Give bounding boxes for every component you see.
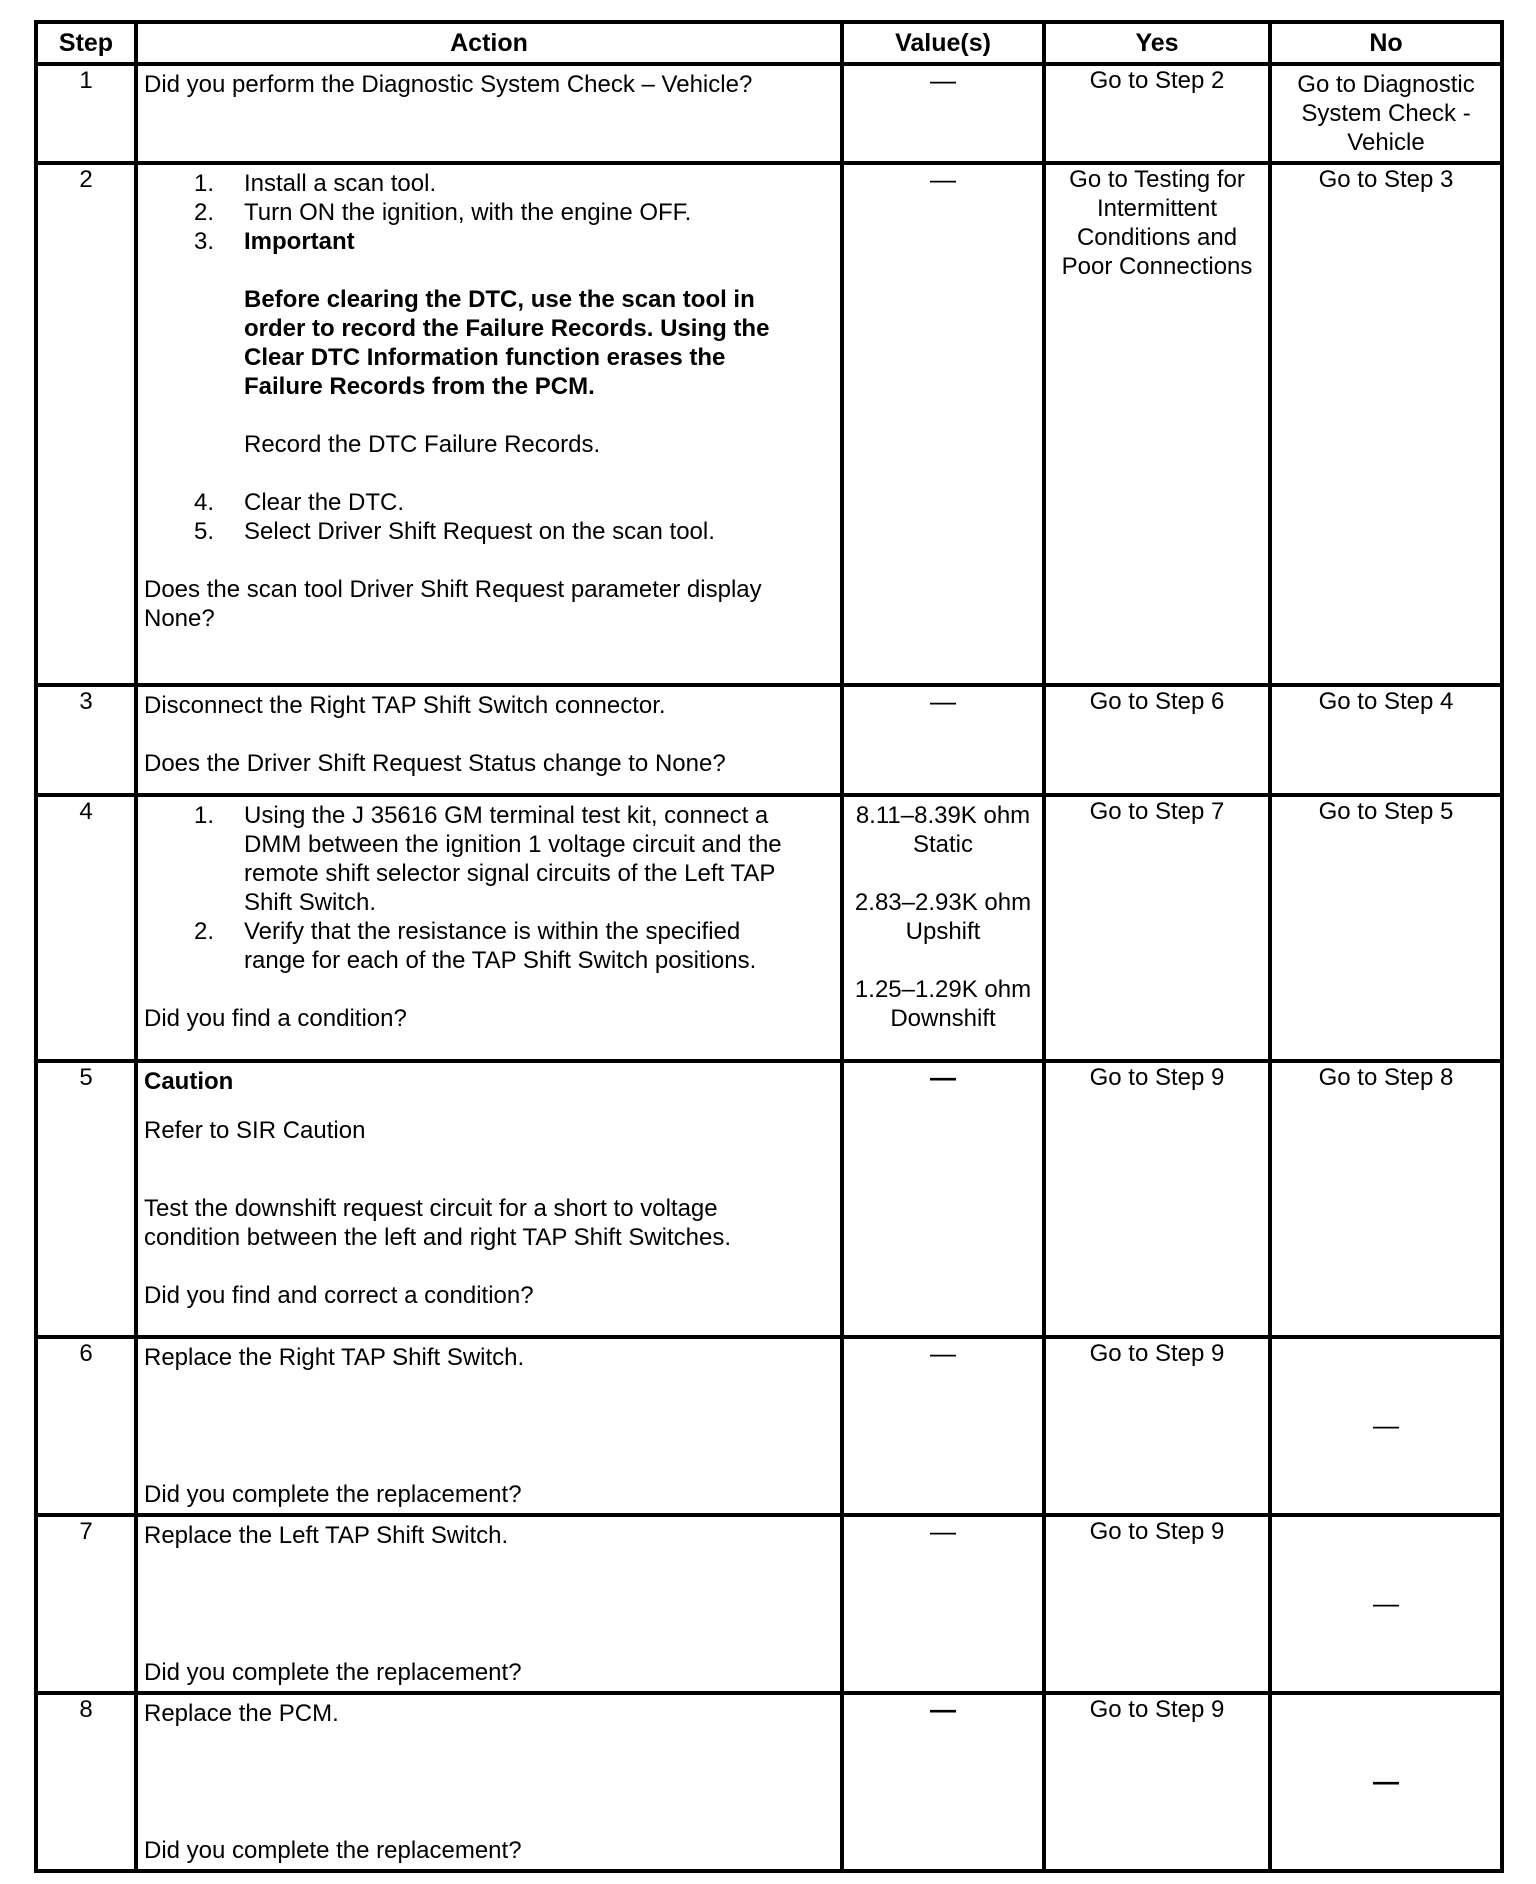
value-text: —	[930, 1694, 956, 1724]
no-text: Go to Step 3	[1318, 166, 1454, 193]
caution-title: Caution	[144, 1068, 234, 1095]
action-text: Replace the Left TAP Shift Switch.	[144, 1522, 509, 1549]
value-range: 8.11–8.39K ohm	[855, 802, 1031, 829]
no-text: —	[1373, 1410, 1399, 1440]
table-row-step-6	[36, 1337, 1502, 1515]
no-cell	[1270, 163, 1502, 685]
value-cell	[842, 163, 1044, 685]
header-action: Action	[136, 22, 842, 64]
table-row-step-3	[36, 685, 1502, 795]
yes-cell	[1044, 1515, 1270, 1693]
no-text-line: Go to Diagnostic	[1297, 71, 1475, 98]
value-cell	[842, 1337, 1044, 1515]
yes-cell	[1044, 64, 1270, 163]
table-row-step-5	[36, 1061, 1502, 1337]
yes-cell	[1044, 1337, 1270, 1515]
action-cell	[136, 1693, 842, 1871]
value-cell	[842, 795, 1044, 1061]
table-row-step-1	[36, 64, 1502, 163]
action-cell	[136, 1337, 842, 1515]
action-text: Test the downshift request circuit for a short to voltage	[144, 1195, 718, 1222]
no-text: Go to Step 4	[1318, 688, 1454, 715]
yes-text: Go to Step 7	[1089, 798, 1225, 825]
yes-text-line: Intermittent	[1096, 195, 1218, 222]
action-text: Disconnect the Right TAP Shift Switch connector.	[144, 692, 666, 719]
important-note: Before clearing the DTC, use the scan tool in order to record the Failure Records. Using the Clear DTC Information function erases the Failure Records from the PCM. Record the DTC Failure Records.	[144, 285, 834, 459]
question-text: Did you complete the replacement?	[144, 1659, 522, 1686]
value-label: Static	[912, 831, 974, 858]
list-item: 1. Using the J 35616 GM terminal test kit, connect a DMM between the ignition 1 voltage circuit and the remote shift selector signal circuits of the Left TAP Shift Switch.	[193, 802, 782, 916]
table-row-step-2	[36, 163, 1502, 685]
yes-text-line: Go to Testing for	[1069, 166, 1245, 193]
value-cell	[842, 1061, 1044, 1337]
no-cell	[1270, 1693, 1502, 1871]
yes-text: Go to Step 9	[1089, 1696, 1225, 1723]
list-item: 2. Turn ON the ignition, with the engine OFF.	[193, 199, 692, 226]
yes-text-line: Poor Connections	[1061, 253, 1253, 280]
question-text: None?	[144, 605, 215, 632]
step-number: 8	[36, 1693, 136, 1871]
value-range: 1.25–1.29K ohm	[854, 976, 1032, 1003]
no-cell	[1270, 1337, 1502, 1515]
record-text: Record the DTC Failure Records.	[244, 431, 601, 458]
no-text: Go to Step 5	[1318, 798, 1454, 825]
question-text: Did you find a condition?	[144, 1005, 407, 1032]
table-row-step-8	[36, 1693, 1502, 1871]
action-cell	[136, 1515, 842, 1693]
step-number: 7	[36, 1515, 136, 1693]
value-cell	[842, 1515, 1044, 1693]
header-values: Value(s)	[842, 22, 1044, 64]
question-text: Did you complete the replacement?	[144, 1481, 522, 1508]
no-cell	[1270, 685, 1502, 795]
action-cell	[136, 64, 842, 163]
no-text-line: System Check -	[1301, 100, 1471, 127]
step-number: 2	[36, 163, 136, 685]
action-text: condition between the left and right TAP Shift Switches.	[144, 1224, 732, 1251]
list-item: 1. Install a scan tool.	[193, 170, 437, 197]
important-label: Important	[244, 228, 355, 255]
table-row-step-4	[36, 795, 1502, 1061]
yes-text-line: Conditions and	[1076, 224, 1238, 251]
list-item: 2. Verify that the resistance is within the specified range for each of the TAP Shift Switch positions.	[193, 918, 757, 974]
value-range: 2.83–2.93K ohm	[854, 889, 1032, 916]
action-text: Replace the PCM.	[144, 1700, 339, 1727]
action-list	[144, 488, 834, 546]
step-number: 6	[36, 1337, 136, 1515]
yes-cell	[1044, 795, 1270, 1061]
step-number: 4	[36, 795, 136, 1061]
no-cell	[1270, 795, 1502, 1061]
step-number: 1	[36, 64, 136, 163]
value-text: —	[930, 164, 956, 194]
action-list	[144, 169, 834, 256]
header-yes: Yes	[1044, 22, 1270, 64]
value-text: —	[930, 686, 956, 716]
list-item: 4. Clear the DTC.	[193, 489, 405, 516]
no-text: Go to Step 8	[1318, 1064, 1454, 1091]
action-cell	[136, 795, 842, 1061]
action-text: Replace the Right TAP Shift Switch.	[144, 1344, 525, 1371]
yes-text: Go to Step 9	[1089, 1518, 1225, 1545]
no-cell	[1270, 1061, 1502, 1337]
no-cell	[1270, 64, 1502, 163]
value-text: —	[930, 65, 956, 95]
value-cell	[842, 685, 1044, 795]
no-text-line: Vehicle	[1347, 129, 1425, 156]
step-number: 3	[36, 685, 136, 795]
question-text: Did you find and correct a condition?	[144, 1282, 534, 1309]
yes-text: Go to Step 2	[1089, 67, 1225, 94]
yes-cell	[1044, 685, 1270, 795]
table-row-step-7	[36, 1515, 1502, 1693]
yes-text: Go to Step 9	[1089, 1064, 1225, 1091]
value-text: —	[930, 1338, 956, 1368]
value-label: Downshift	[890, 1005, 996, 1032]
value-cell	[842, 1693, 1044, 1871]
no-cell	[1270, 1515, 1502, 1693]
yes-text: Go to Step 9	[1089, 1340, 1225, 1367]
no-text: —	[1373, 1766, 1399, 1796]
value-cell	[842, 64, 1044, 163]
yes-cell	[1044, 163, 1270, 685]
header-step: Step	[36, 22, 136, 64]
header-no: No	[1270, 22, 1502, 64]
caution-text: Refer to SIR Caution	[144, 1117, 366, 1144]
question-text: Did you complete the replacement?	[144, 1837, 522, 1864]
yes-cell	[1044, 1693, 1270, 1871]
no-text: —	[1373, 1588, 1399, 1618]
question-text: Does the Driver Shift Request Status change to None?	[144, 750, 726, 777]
question-text: Does the scan tool Driver Shift Request parameter display	[144, 576, 762, 603]
action-cell	[136, 163, 842, 685]
value-label: Upshift	[905, 918, 981, 945]
yes-cell	[1044, 1061, 1270, 1337]
action-cell	[136, 685, 842, 795]
action-text: Did you perform the Diagnostic System Check – Vehicle?	[144, 71, 753, 98]
list-item: 3. Important	[144, 227, 834, 256]
diagnostic-table	[34, 20, 1504, 1873]
header-row	[36, 22, 1502, 64]
list-item: 5. Select Driver Shift Request on the scan tool.	[193, 518, 715, 545]
value-text: —	[930, 1062, 956, 1092]
value-text: —	[930, 1516, 956, 1546]
action-cell	[136, 1061, 842, 1337]
yes-text: Go to Step 6	[1089, 688, 1225, 715]
step-number: 5	[36, 1061, 136, 1337]
action-list	[144, 801, 834, 975]
